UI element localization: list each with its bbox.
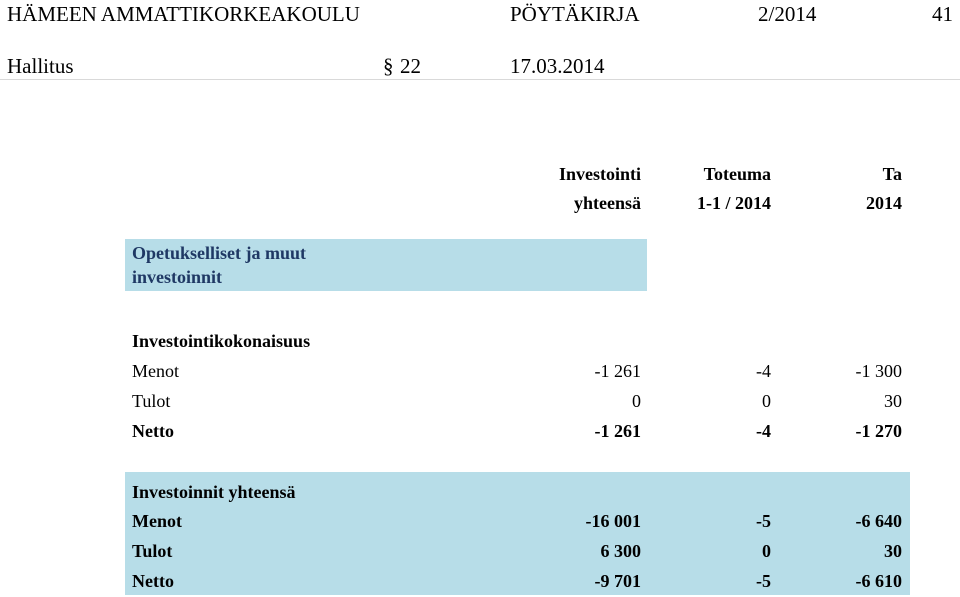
- cell-value: -16 001: [585, 511, 641, 531]
- cell-value: -6 640: [855, 511, 902, 531]
- section-title: Opetukselliset ja muut investoinnit: [132, 243, 307, 287]
- totals-label-net: Netto: [132, 571, 174, 591]
- totals-label-income: Tulot: [132, 541, 173, 561]
- cell-value: 6 300: [600, 541, 641, 561]
- cell-value: -5: [756, 571, 771, 591]
- meeting-body: Hallitus: [7, 54, 74, 78]
- cell-value: 0: [762, 541, 771, 561]
- cell-value: 0: [762, 391, 771, 411]
- meeting-date: 17.03.2014: [510, 54, 605, 78]
- document-type: PÖYTÄKIRJA: [510, 2, 640, 26]
- cell-value: -1 300: [855, 361, 902, 381]
- header-divider: [0, 79, 960, 80]
- cell-value: 0: [632, 391, 641, 411]
- cell-value: -5: [756, 511, 771, 531]
- cell-value: -1 261: [594, 421, 641, 441]
- cell-value: 30: [884, 391, 902, 411]
- group-title: Investointikokonaisuus: [132, 331, 311, 351]
- column-header-actual: Toteuma 1-1 / 2014: [697, 164, 771, 213]
- organization-name: HÄMEEN AMMATTIKORKEAKOULU: [7, 2, 360, 26]
- row-label-expenses: Menot: [132, 361, 179, 381]
- cell-value: -1 270: [855, 421, 902, 441]
- column-header-budget: Ta 2014: [866, 164, 902, 213]
- row-label-net: Netto: [132, 421, 174, 441]
- cell-value: -4: [756, 361, 771, 381]
- document-number: 2/2014: [758, 2, 817, 26]
- totals-label-expenses: Menot: [132, 511, 182, 531]
- cell-value: -6 610: [855, 571, 902, 591]
- section-number: 22: [400, 54, 421, 78]
- section-symbol: §: [383, 54, 394, 78]
- row-label-income: Tulot: [132, 391, 171, 411]
- cell-value: -9 701: [594, 571, 641, 591]
- cell-value: 30: [884, 541, 902, 561]
- totals-title: Investoinnit yhteensä: [132, 482, 296, 502]
- cell-value: -4: [756, 421, 771, 441]
- column-header-investment-total: Investointi yhteensä: [558, 164, 641, 213]
- page-number: 41: [932, 2, 953, 26]
- cell-value: -1 261: [594, 361, 641, 381]
